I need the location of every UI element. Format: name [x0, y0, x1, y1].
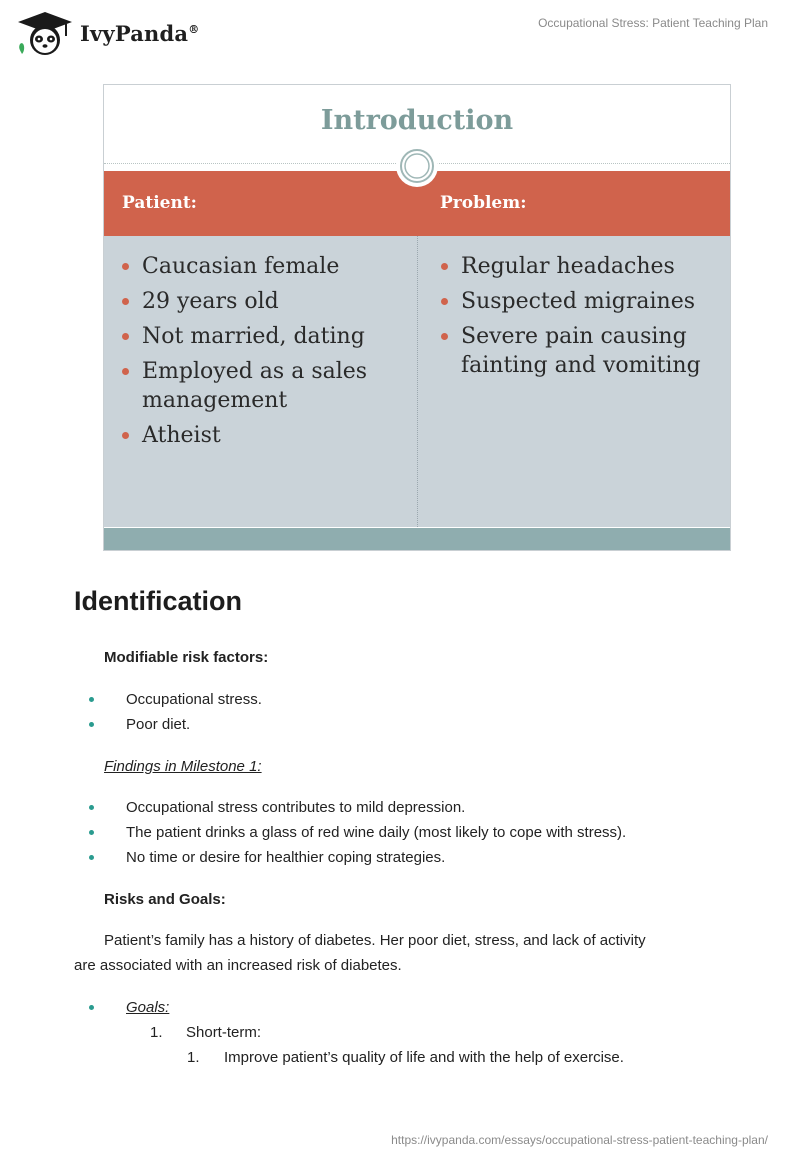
brand-name: IvyPanda® — [80, 20, 200, 46]
bullet-icon — [89, 805, 94, 810]
bullet-icon — [441, 298, 448, 305]
list-item: Not married, dating — [120, 322, 400, 351]
bullet-icon — [89, 1005, 94, 1010]
goals-label: Goals: — [126, 999, 170, 1016]
bullet-icon — [89, 855, 94, 860]
list-item: Occupational stress. — [126, 691, 262, 708]
list-item: No time or desire for healthier coping strategies. — [126, 849, 446, 866]
bullet-icon — [89, 722, 94, 727]
list-item: Regular headaches — [439, 252, 709, 281]
section-heading: Identification — [74, 586, 242, 616]
list-number: 1. — [187, 1049, 200, 1066]
patient-list — [120, 252, 400, 456]
problem-heading: Problem: — [440, 193, 527, 213]
goal-item: Improve patient’s quality of life and with the help of exercise. — [224, 1049, 624, 1066]
bullet-icon — [89, 697, 94, 702]
panda-graduation-icon — [16, 10, 74, 56]
risks-label: Risks and Goals: — [104, 891, 226, 908]
short-term-label: Short-term: — [186, 1024, 262, 1041]
bullet-icon — [122, 298, 129, 305]
bullet-icon — [122, 263, 129, 270]
slide-bottom-bar — [104, 528, 730, 550]
circle-ornament-icon — [395, 144, 439, 188]
findings-label: Findings in Milestone 1: — [104, 758, 262, 775]
paragraph-line: Patient’s family has a history of diabetes. Her poor diet, stress, and lack of activity — [104, 932, 646, 949]
paragraph-line: are associated with an increased risk of diabetes. — [74, 957, 402, 974]
slide-content — [104, 236, 730, 527]
slide-title: Introduction — [320, 105, 514, 136]
list-item: Atheist — [120, 421, 400, 450]
list-item: The patient drinks a glass of red wine daily (most likely to cope with stress). — [126, 824, 627, 841]
bullet-icon — [89, 830, 94, 835]
modifiable-label: Modifiable risk factors: — [104, 649, 269, 666]
list-item: Severe pain causing fainting and vomiting — [439, 322, 709, 380]
column-divider — [417, 236, 418, 527]
bullet-icon — [122, 432, 129, 439]
bullet-icon — [122, 333, 129, 340]
list-item: 29 years old — [120, 287, 400, 316]
patient-heading: Patient: — [122, 193, 197, 213]
source-url[interactable]: https://ivypanda.com/essays/occupational-stress-patient-teaching-plan/ — [391, 1133, 768, 1147]
list-item: Caucasian female — [120, 252, 400, 281]
bullet-icon — [441, 263, 448, 270]
bullet-icon — [122, 368, 129, 375]
introduction-slide — [103, 84, 731, 551]
ivypanda-logo[interactable] — [16, 10, 199, 56]
bullet-icon — [441, 333, 448, 340]
list-item: Suspected migraines — [439, 287, 709, 316]
list-item: Occupational stress contributes to mild depression. — [126, 799, 466, 816]
list-number: 1. — [150, 1024, 163, 1041]
list-item: Poor diet. — [126, 716, 191, 733]
document-title: Occupational Stress: Patient Teaching Plan — [538, 16, 768, 30]
list-item: Employed as a sales management — [120, 357, 400, 415]
problem-list — [439, 252, 709, 386]
